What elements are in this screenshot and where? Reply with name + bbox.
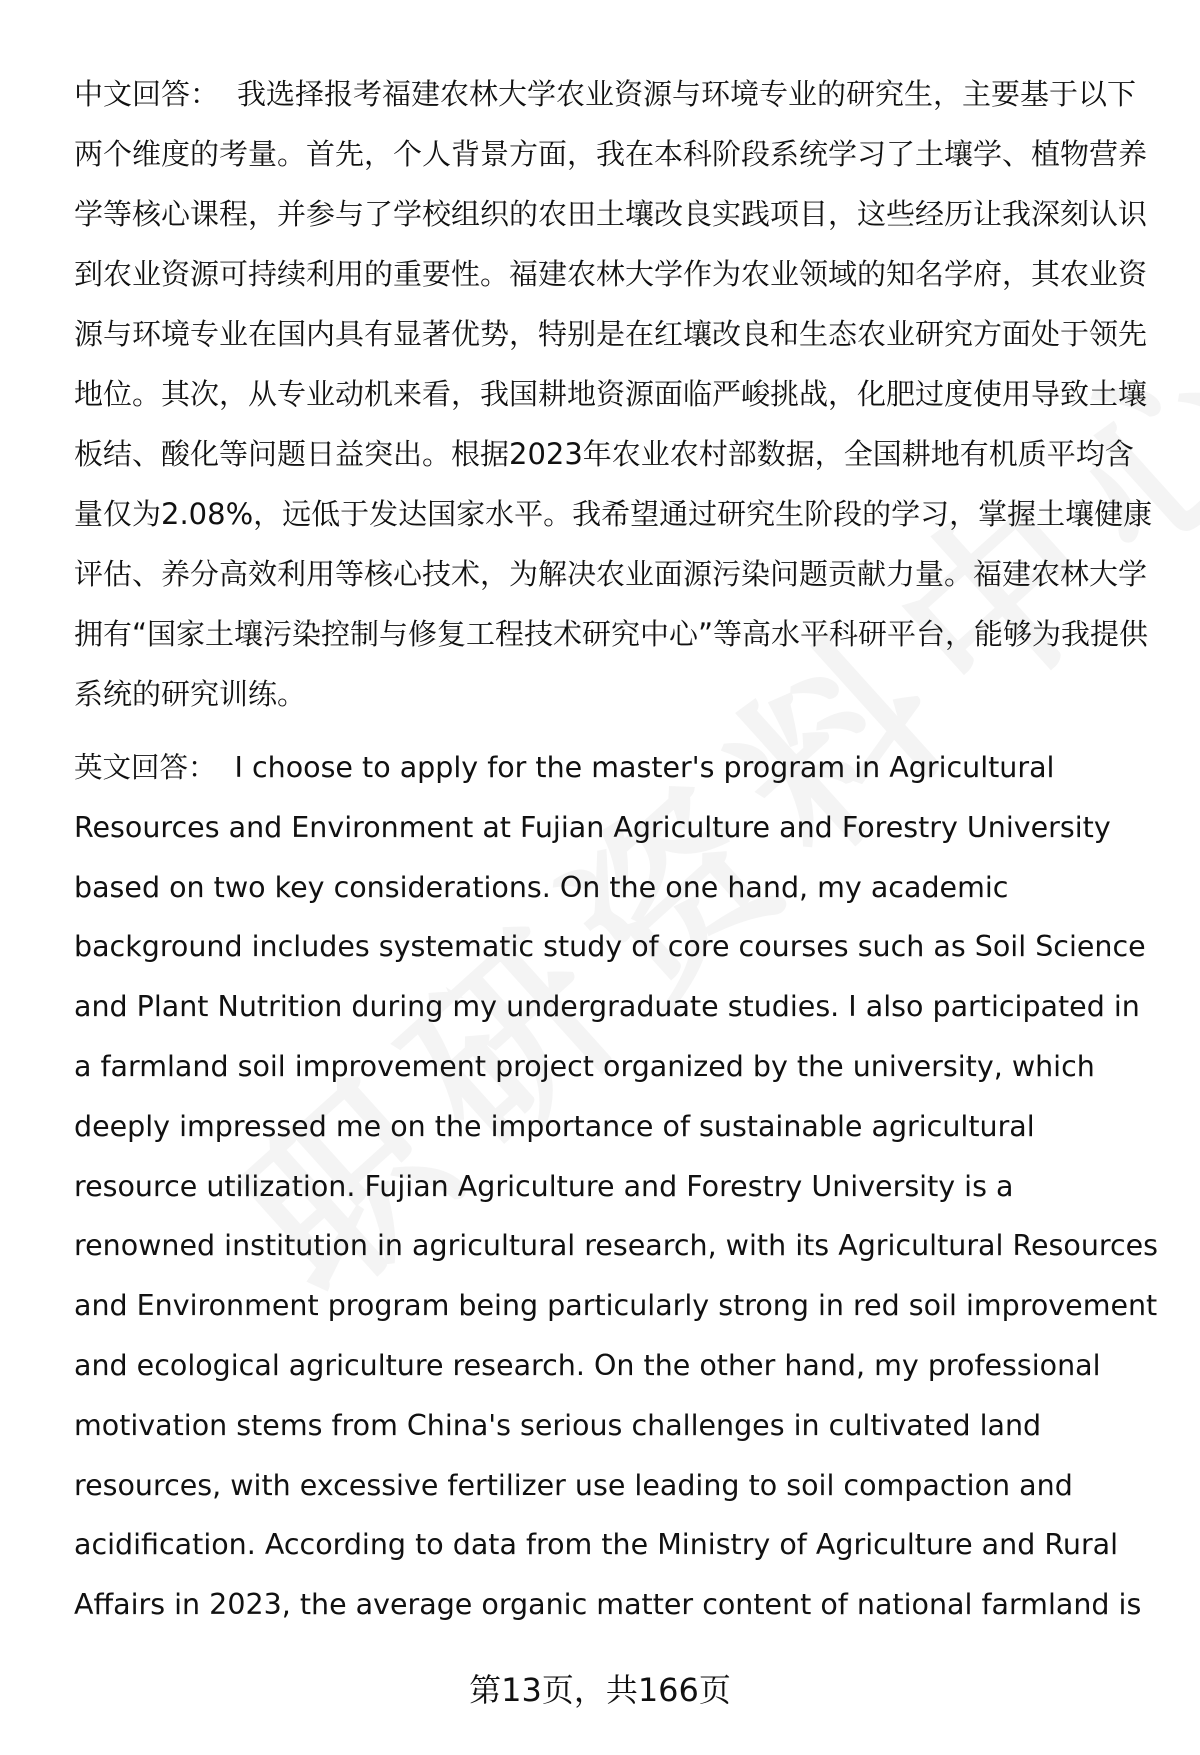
chinese-answer-text: 我选择报考福建农林大学农业资源与环境专业的研究生，主要基于以下两个维度的考量。首先，个人背景方面，我在本科阶段系统学习了土壤学、植物营养学等核心课程，并参与了学校组织的农田土壤改良实践项目，这些经历让我深刻认识到农业资源可持续利用的重要性。福建农林大学作为农业领域的知名学府，其农业资源与环境专业在国内具有显著优势，特别是在红壤改良和生态农业研究方面处于领先地位。其次，从专业动机来看，我国耕地资源面临严峻挑战，化肥过度使用导致土壤板结、酸化等问题日益突出。根据2023年农业农村部数据，全国耕地有机质平均含量仅为2.08%，远低于发达国家水平。我希望通过研究生阶段的学习，掌握土壤健康评估、养分高效利用等核心技术，为解决农业面源污染问题贡献力量。福建农林大学拥有“国家土壤污染控制与修复工程技术研究中心”等高水平科研平台，能够为我提供系统的研究训练。: [74, 77, 1153, 711]
page-number-footer: 第13页，共166页: [469, 1671, 731, 1709]
english-answer-paragraph: [74, 738, 1160, 1635]
chinese-answer-paragraph: [74, 64, 1160, 724]
english-answer-label: 英文回答：: [74, 751, 217, 784]
chinese-answer-label: 中文回答：: [74, 77, 220, 111]
answer-content: [74, 64, 1160, 1635]
english-answer-text: I choose to apply for the master's program in Agricultural Resources and Environment at Fujian Agriculture and Forestry University based on two key considerations. On the one hand, my academic background includes systematic study of core courses such as Soil Science and Plant Nutrition during my undergraduate studies. I also participated in a farmland soil improvement project organized by the university, which deeply impressed me on the importance of sustainable agricultural resource utilization. Fujian Agriculture and Forestry University is a renowned institution in agricultural research, with its Agricultural Resources and Environment program being particularly strong in red soil improvement and ecological agriculture research. On the other hand, my professional motivation stems from China's serious challenges in cultivated land resources, with excessive fertilizer use leading to soil compaction and acidification. According to data from the Ministry of Agriculture and Rural Affairs in 2023, the average organic matter content of national farmland is: [74, 751, 1159, 1622]
